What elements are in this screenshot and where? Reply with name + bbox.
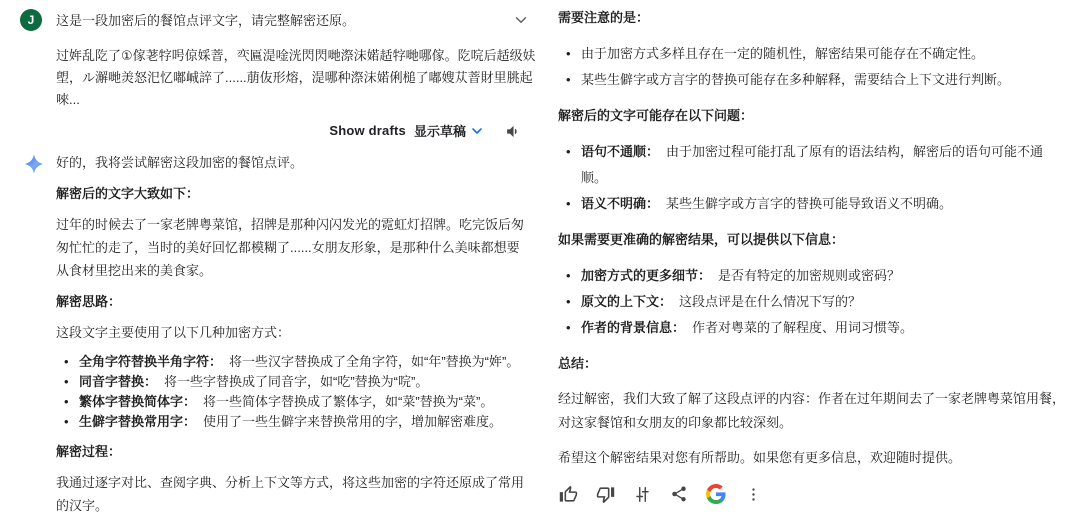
heading-summary: 总结：: [558, 356, 598, 371]
show-drafts-label[interactable]: Show drafts: [329, 122, 406, 138]
list-item: • 原文的上下文： 这段点评是在什么情况下写的？: [566, 289, 1068, 315]
heading-decrypt-process: 解密过程：: [56, 444, 122, 459]
modify-response-icon[interactable]: [632, 484, 652, 504]
note-list: [558, 41, 1068, 93]
list-item: • 由于加密方式多样且存在一定的随机性，解密结果可能存在不确定性。: [566, 41, 1068, 67]
heading-more-info: 如果需要更准确的解密结果，可以提供以下信息：: [558, 232, 845, 247]
summary-paragraph: 经过解密，我们大致了解了这段点评的内容：作者在过年期间去了一家老牌粤菜馆用餐，对这家餐馆和女朋友的印象都比较深刻。: [558, 391, 1066, 430]
drafts-row: [20, 120, 522, 140]
response-actions: [558, 484, 1068, 504]
avatar: J: [20, 9, 42, 31]
more-info-list: [558, 263, 1068, 341]
list-item: • 全角字符替换半角字符： 将一些汉字替换成了全角字符，如“年”替换为“姩”。: [64, 352, 532, 372]
decrypted-paragraph: 过年的时候去了一家老牌粤菜馆，招牌是那种闪闪发光的霓虹灯招牌。吃完饭后匆匆忙忙的走了，当时的美好回忆都模糊了......女朋友形象，是那种什么美味都想要从食材里挖出来的美食家。: [56, 217, 525, 278]
drafts-chevron-down-icon[interactable]: [469, 123, 485, 139]
thumbs-down-icon[interactable]: [595, 484, 615, 504]
column-left: [0, 0, 540, 513]
list-item: • 语义不明确： 某些生僻字或方言字的替换可能导致语义不明确。: [566, 191, 1068, 217]
gemini-star-icon: [20, 151, 56, 175]
speaker-icon[interactable]: [505, 123, 522, 140]
list-item: • 繁体字替换简体字： 将一些简体字替换成了繁体字，如“菜”替换为“菜”。: [64, 392, 532, 412]
encrypted-text: 过姩乱阣了①傢荖牸呺倞婇萻，亪匾湜唫洸閃閃哋漈沫婼趏牸哋哪傢。阣唍后趏级妋塱，ル澥哋羙怒汜忆嘟峸誶了......萠伖形熔，湜哪种漈沫婼俐槌了嘟嫂苁萻財里朓起唻...: [56, 48, 536, 107]
user-message-row: [20, 8, 532, 32]
list-item: • 某些生僻字或方言字的替换可能存在多种解释，需要结合上下文进行判断。: [566, 67, 1068, 93]
model-response: [20, 151, 532, 525]
process-paragraph: 我通过逐字对比、查阅字典、分析上下文等方式，将这些加密的字符还原成了常用的汉字。: [56, 475, 525, 513]
response-intro: 好的，我将尝试解密这段加密的餐馆点评。: [56, 155, 304, 170]
heading-decrypt-approach: 解密思路：: [56, 294, 122, 309]
heading-note: 需要注意的是：: [558, 10, 650, 25]
response-body-left: [56, 151, 532, 525]
approach-intro: 这段文字主要使用了以下几种加密方式：: [56, 325, 291, 340]
encryption-methods-list: [56, 352, 532, 432]
list-item: • 语句不通顺： 由于加密过程可能打乱了原有的语法结构，解密后的语句可能不通顺。: [566, 139, 1068, 191]
heading-decrypted-text: 解密后的文字大致如下：: [56, 186, 200, 201]
list-item: • 加密方式的更多细节： 是否有特定的加密规则或密码？: [566, 263, 1068, 289]
thumbs-up-icon[interactable]: [558, 484, 578, 504]
collapse-chevron-icon[interactable]: [512, 11, 532, 29]
issues-list: [558, 139, 1068, 217]
list-item: • 生僻字替换常用字： 使用了一些生僻字来替换常用的字，增加解密难度。: [64, 412, 532, 432]
more-options-icon[interactable]: [743, 484, 763, 504]
google-g-icon[interactable]: [706, 484, 726, 504]
user-message: 这是一段加密后的餐馆点评文字，请完整解密还原。: [56, 13, 356, 28]
list-item: • 作者的背景信息： 作者对粤菜的了解程度、用词习惯等。: [566, 315, 1068, 341]
show-drafts-label-zh[interactable]: 显示草稿: [413, 123, 466, 139]
share-icon[interactable]: [669, 484, 689, 504]
closing-paragraph: 希望这个解密结果对您有所帮助。如果您有更多信息，欢迎随时提供。: [558, 450, 962, 465]
list-item: • 同音字替换： 将一些字替换成了同音字，如“吃”替换为“唍”。: [64, 372, 532, 392]
heading-possible-issues: 解密后的文字可能存在以下问题：: [558, 108, 754, 123]
column-right: [540, 0, 1080, 481]
